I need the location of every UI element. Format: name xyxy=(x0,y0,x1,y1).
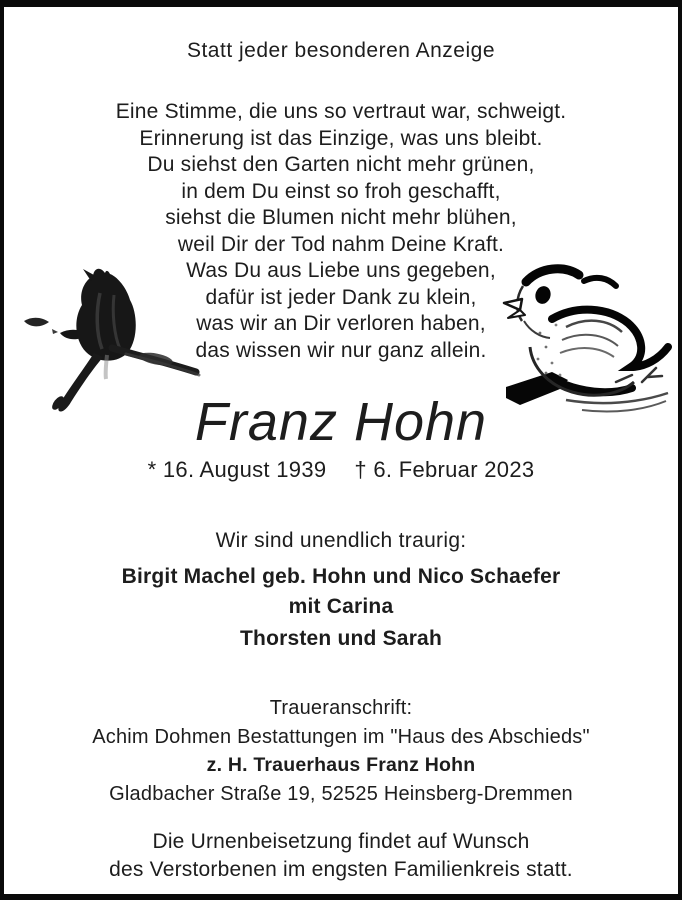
poem-line: Was Du aus Liebe uns gegeben, xyxy=(186,259,496,282)
poem-line: siehst die Blumen nicht mehr blühen, xyxy=(165,206,517,229)
mourning-intro: Wir sind unendlich traurig: xyxy=(215,529,467,552)
deceased-name: Franz Hohn xyxy=(194,392,488,452)
poem-line: das wissen wir nur ganz allein. xyxy=(195,338,487,362)
mourners-list xyxy=(4,562,678,654)
poem-line: weil Dir der Tod nahm Deine Kraft. xyxy=(177,232,505,256)
street-city-line: Gladbacher Straße 19, 52525 Heinsberg-Dremmen xyxy=(109,782,573,805)
mourner-line: Birgit Machel geb. Hohn und Nico Schaefer xyxy=(121,565,561,588)
attention-line: z. H. Trauerhaus Franz Hohn xyxy=(206,754,476,776)
memorial-poem xyxy=(4,99,678,364)
mourner-line: Thorsten und Sarah xyxy=(240,627,442,650)
mourning-address-block xyxy=(4,694,678,808)
birth-date: * 16. August 1939 xyxy=(147,457,327,482)
funeral-home-line: Achim Dohmen Bestattungen im "Haus des Abschieds" xyxy=(92,725,590,748)
life-dates xyxy=(4,457,678,483)
closing-statement xyxy=(4,828,678,884)
poem-line: dafür ist jeder Dank zu klein, xyxy=(205,285,477,309)
death-date: † 6. Februar 2023 xyxy=(354,457,535,482)
poem-line: Erinnerung ist das Einzige, was uns bleibt. xyxy=(139,126,543,150)
address-label: Traueranschrift: xyxy=(269,697,413,719)
notice-header: Statt jeder besonderen Anzeige xyxy=(186,39,496,62)
closing-line: des Verstorbenen im engsten Familienkreis statt. xyxy=(109,858,573,881)
poem-line: in dem Du einst so froh geschafft, xyxy=(181,179,501,203)
mourner-line: mit Carina xyxy=(288,595,394,618)
poem-line: Du siehst den Garten nicht mehr grünen, xyxy=(147,153,535,176)
poem-line: Eine Stimme, die uns so vertraut war, schweigt. xyxy=(115,100,567,123)
poem-line: was wir an Dir verloren haben, xyxy=(196,312,486,335)
closing-line: Die Urnenbeisetzung findet auf Wunsch xyxy=(152,830,530,853)
